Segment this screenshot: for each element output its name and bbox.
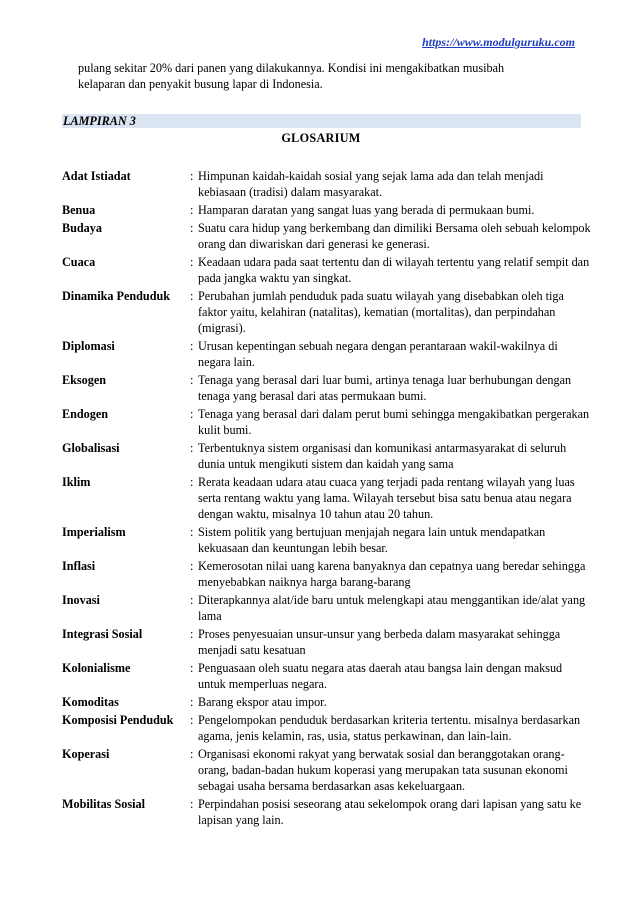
term-separator: : [190, 747, 194, 761]
glossary-entry [62, 202, 592, 218]
glossary-definition: Penguasaan oleh suatu negara atas daerah atau bangsa lain dengan maksud untuk memperluas negara. [198, 661, 563, 691]
glossary-definition: Perubahan jumlah penduduk pada suatu wilayah yang disebabkan oleh tiga faktor yaitu, kelahiran (natalitas), kematian (mortalitas), dan perpindahan (migrasi). [198, 289, 564, 335]
glossary-entry [62, 406, 592, 438]
term-separator: : [190, 525, 194, 539]
intro-line-1: pulang sekitar 20% dari panen yang dilakukannya. Kondisi ini mengakibatkan musibah [78, 61, 505, 75]
term-separator: : [190, 695, 194, 709]
term-separator: : [190, 593, 194, 607]
intro-line-2: kelaparan dan penyakit busung lapar di Indonesia. [78, 77, 323, 91]
term-separator: : [190, 221, 194, 235]
glossary-entry [62, 592, 592, 624]
glossary-entry [62, 660, 592, 692]
glossary-definition: Rerata keadaan udara atau cuaca yang terjadi pada rentang wilayah yang luas serta rentang waktu yang lama. Wilayah tersebut bisa satu benua atau negara dengan waktu, misalnya 10 tahun atau 20 tahun. [198, 475, 575, 521]
term-separator: : [190, 661, 194, 675]
glossary-entry [62, 288, 592, 336]
glossary-definition: Barang ekspor atau impor. [198, 695, 327, 709]
term-separator: : [190, 289, 194, 303]
glossary-term: Inflasi [62, 559, 96, 573]
glossary-entry [62, 746, 592, 794]
glossary-term: Inovasi [62, 593, 100, 607]
glossary-term: Koperasi [62, 747, 110, 761]
glossary-definition: Tenaga yang berasal dari luar bumi, artinya tenaga luar berhubungan dengan tenaga yang berasal dari atas permukaan bumi. [198, 373, 572, 403]
glossary-definition: Sistem politik yang bertujuan menjajah negara lain untuk mendapatkan kekuasaan dan keuntungan lebih besar. [198, 525, 546, 555]
glossary-entry [62, 558, 592, 590]
term-separator: : [190, 441, 194, 455]
term-separator: : [190, 797, 194, 811]
glossary-entry [62, 372, 592, 404]
glossary-term: Adat Istiadat [62, 169, 131, 183]
glossary-definition: Himpunan kaidah-kaidah sosial yang sejak lama ada dan telah menjadi kebiasaan (tradisi) dalam masyarakat. [198, 169, 544, 199]
glossary-definition: Organisasi ekonomi rakyat yang berwatak sosial dan beranggotakan orang-orang, badan-badan hukum koperasi yang merupakan tata susunan ekonomi sebagai usaha bersama berdasarkan asas kekeluargaan. [198, 747, 568, 793]
glossary-entry [62, 168, 592, 200]
glossary-entry [62, 694, 592, 710]
glossary-definition: Suatu cara hidup yang berkembang dan dimiliki Bersama oleh sebuah kelompok orang dan diwariskan dari generasi ke generasi. [198, 221, 591, 251]
term-separator: : [190, 169, 194, 183]
term-separator: : [190, 559, 194, 573]
glossary-term: Imperialism [62, 525, 126, 539]
glossary-entry [62, 524, 592, 556]
glossary-term: Komoditas [62, 695, 119, 709]
glossary-entry [62, 626, 592, 658]
glossary-definition: Tenaga yang berasal dari dalam perut bumi sehingga mengakibatkan pergerakan kulit bumi. [198, 407, 590, 437]
glossary-term: Kolonialisme [62, 661, 131, 675]
glossary-definition: Terbentuknya sistem organisasi dan komunikasi antarmasyarakat di seluruh dunia untuk mengikuti sistem dan kaidah yang sama [198, 441, 567, 471]
glossary-list [62, 168, 592, 830]
term-separator: : [190, 255, 194, 269]
glossary-definition: Keadaan udara pada saat tertentu dan di wilayah tertentu yang relatif sempit dan pada jangka waktu yan singkat. [198, 255, 590, 285]
glossary-entry [62, 712, 592, 744]
glossary-title: GLOSARIUM [281, 131, 361, 145]
term-separator: : [190, 203, 194, 217]
term-separator: : [190, 373, 194, 387]
glossary-definition: Hamparan daratan yang sangat luas yang berada di permukaan bumi. [198, 203, 535, 217]
term-separator: : [190, 407, 194, 421]
glossary-definition: Urusan kepentingan sebuah negara dengan perantaraan wakil-wakilnya di negara lain. [198, 339, 558, 369]
term-separator: : [190, 475, 194, 489]
glossary-term: Integrasi Sosial [62, 627, 143, 641]
intro-paragraph [78, 60, 578, 92]
glossary-definition: Perpindahan posisi seseorang atau sekelompok orang dari lapisan yang satu ke lapisan yang lain. [198, 797, 582, 827]
term-separator: : [190, 627, 194, 641]
glossary-entry [62, 796, 592, 828]
term-separator: : [190, 713, 194, 727]
appendix-label: LAMPIRAN 3 [62, 114, 581, 128]
glossary-definition: Proses penyesuaian unsur-unsur yang berbeda dalam masyarakat sehingga menjadi satu kesatuan [198, 627, 561, 657]
glossary-term: Diplomasi [62, 339, 115, 353]
glossary-entry [62, 220, 592, 252]
glossary-term: Komposisi Penduduk [62, 713, 174, 727]
glossary-entry [62, 440, 592, 472]
glossary-definition: Diterapkannya alat/ide baru untuk melengkapi atau menggantikan ide/alat yang lama [198, 593, 586, 623]
glossary-entry [62, 254, 592, 286]
glossary-term: Globalisasi [62, 441, 120, 455]
website-link[interactable]: https://www.modulguruku.com [422, 35, 575, 49]
glossary-entry [62, 474, 592, 522]
glossary-entry [62, 338, 592, 370]
glossary-term: Endogen [62, 407, 109, 421]
glossary-term: Benua [62, 203, 96, 217]
glossary-term: Budaya [62, 221, 102, 235]
glossary-term: Iklim [62, 475, 91, 489]
glossary-term: Mobilitas Sosial [62, 797, 145, 811]
glossary-definition: Pengelompokan penduduk berdasarkan kriteria tertentu. misalnya berdasarkan agama, jenis kelamin, ras, usia, status perkawinan, dan lain-lain. [198, 713, 581, 743]
glossary-term: Dinamika Penduduk [62, 289, 171, 303]
glossary-definition: Kemerosotan nilai uang karena banyaknya dan cepatnya uang beredar sehingga menyebabkan naiknya harga barang-barang [198, 559, 586, 589]
glossary-term: Eksogen [62, 373, 107, 387]
glossary-term: Cuaca [62, 255, 96, 269]
term-separator: : [190, 339, 194, 353]
